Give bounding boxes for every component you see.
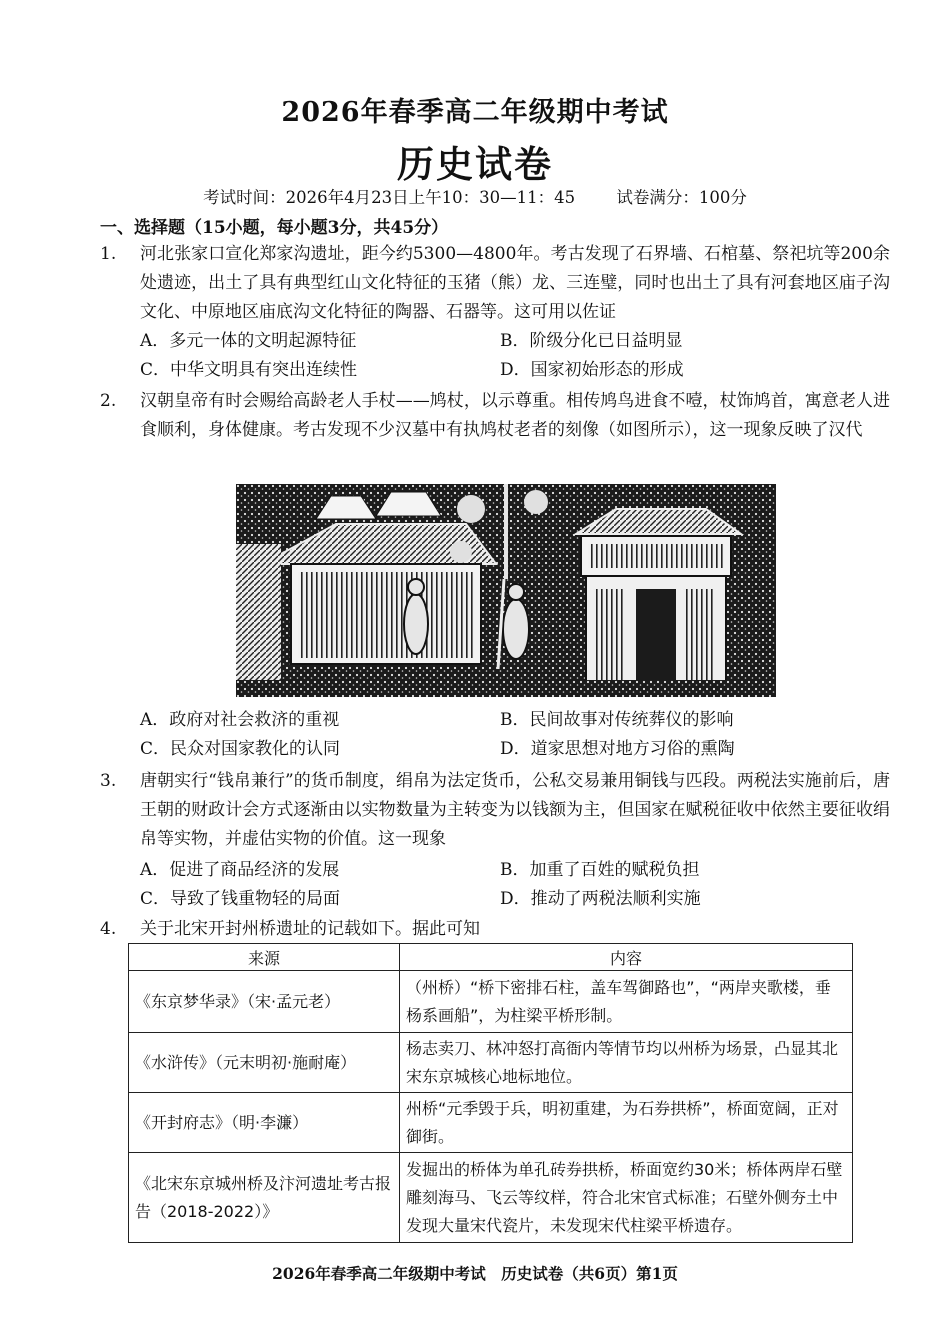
table-row bbox=[129, 1093, 853, 1153]
option-c: C．中华文明具有突出连续性 bbox=[140, 360, 358, 380]
column-header-source: 来源 bbox=[129, 944, 400, 971]
option-d: D．国家初始形态的形成 bbox=[500, 360, 684, 380]
option-a: A．政府对社会救济的重视 bbox=[140, 710, 340, 730]
table-cell-content: 杨志卖刀、林冲怒打高衙内等情节均以州桥为场景，凸显其北宋东京城核心地标地位。 bbox=[400, 1033, 853, 1093]
exam-title: 2026年春季高二年级期中考试 bbox=[281, 97, 669, 128]
question-stem: 河北张家口宣化郑家沟遗址，距今约5300—4800年。考古发现了石界墙、石棺墓、祭祀坑等200余处遗迹，出土了具有典型红山文化特征的玉猪（熊）龙、三连璧，同时也出土了具有河套地区庙子沟文化、中原地区庙底沟文化特征的陶器、石器等。这可用以佐证 bbox=[140, 244, 890, 322]
question-number: 3. bbox=[100, 771, 117, 791]
question-number: 1. bbox=[100, 244, 117, 264]
exam-time: 考试时间：2026年4月23日上午10：30—11：45 bbox=[203, 188, 576, 207]
table-cell-content: （州桥）“桥下密排石柱，盖车驾御路也”，“两岸夹歌楼，垂杨系画船”，为柱梁平桥形制。 bbox=[400, 971, 853, 1033]
option-c: C．民众对国家教化的认同 bbox=[140, 739, 341, 759]
table-row bbox=[129, 1033, 853, 1093]
table-cell-source: 《东京梦华录》（宋·孟元老） bbox=[129, 971, 400, 1033]
carving-illustration bbox=[236, 484, 776, 697]
option-a: A．促进了商品经济的发展 bbox=[140, 860, 340, 880]
table-row bbox=[129, 971, 853, 1033]
option-b: B．加重了百姓的赋税负担 bbox=[500, 860, 700, 880]
option-a: A．多元一体的文明起源特征 bbox=[140, 331, 357, 351]
option-c: C．导致了钱重物轻的局面 bbox=[140, 889, 341, 909]
source-table bbox=[128, 943, 853, 1243]
column-header-content: 内容 bbox=[400, 944, 853, 971]
option-d: D．道家思想对地方习俗的熏陶 bbox=[500, 739, 735, 759]
table-row bbox=[129, 1153, 853, 1243]
question-stem: 关于北宋开封州桥遗址的记载如下。据此可知 bbox=[140, 919, 480, 939]
question-1 bbox=[100, 240, 890, 327]
table-cell-source: 《开封府志》（明·李濂） bbox=[129, 1093, 400, 1153]
section-heading: 一、选择题（15小题，每小题3分，共45分） bbox=[100, 218, 449, 238]
option-b: B．阶级分化已日益明显 bbox=[500, 331, 683, 351]
option-d: D．推动了两税法顺利实施 bbox=[500, 889, 701, 909]
question-stem: 唐朝实行“钱帛兼行”的货币制度，绢帛为法定货币，公私交易兼用铜钱与匹段。两税法实施前后，唐王朝的财政计会方式逐渐由以实物数量为主转变为以钱额为主，但国家在赋税征收中依然主要征收绢帛等实物，并虚估实物的价值。这一现象 bbox=[140, 771, 890, 849]
question-4 bbox=[100, 915, 890, 944]
option-b: B．民间故事对传统葬仪的影响 bbox=[500, 710, 734, 730]
table-header-row bbox=[129, 944, 853, 971]
question-2 bbox=[100, 387, 890, 445]
question-number: 4. bbox=[100, 919, 117, 939]
question-3 bbox=[100, 767, 890, 854]
table-cell-source: 《水浒传》（元末明初·施耐庵） bbox=[129, 1033, 400, 1093]
page-footer: 2026年春季高二年级期中考试 历史试卷（共6页）第1页 bbox=[272, 1264, 678, 1283]
subject-title: 历史试卷 bbox=[397, 142, 553, 186]
table-cell-source: 《北宋东京城州桥及汴河遗址考古报告（2018-2022）》 bbox=[129, 1153, 400, 1243]
full-score: 试卷满分：100分 bbox=[616, 188, 747, 207]
han-tomb-carving-image bbox=[236, 484, 776, 697]
exam-meta bbox=[0, 184, 950, 208]
question-stem: 汉朝皇帝有时会赐给高龄老人手杖——鸠杖，以示尊重。相传鸠鸟进食不噎，杖饰鸠首，寓意老人进食顺利，身体健康。考古发现不少汉墓中有执鸠杖老者的刻像（如图所示），这一现象反映了汉代 bbox=[140, 391, 890, 440]
question-number: 2. bbox=[100, 391, 117, 411]
table-cell-content: 州桥“元季毁于兵，明初重建，为石券拱桥”，桥面宽阔，正对御街。 bbox=[400, 1093, 853, 1153]
table-cell-content: 发掘出的桥体为单孔砖券拱桥，桥面宽约30米；桥体两岸石壁雕刻海马、飞云等纹样，符合北宋官式标准；石壁外侧夯土中发现大量宋代瓷片，未发现宋代柱梁平桥遗存。 bbox=[400, 1153, 853, 1243]
